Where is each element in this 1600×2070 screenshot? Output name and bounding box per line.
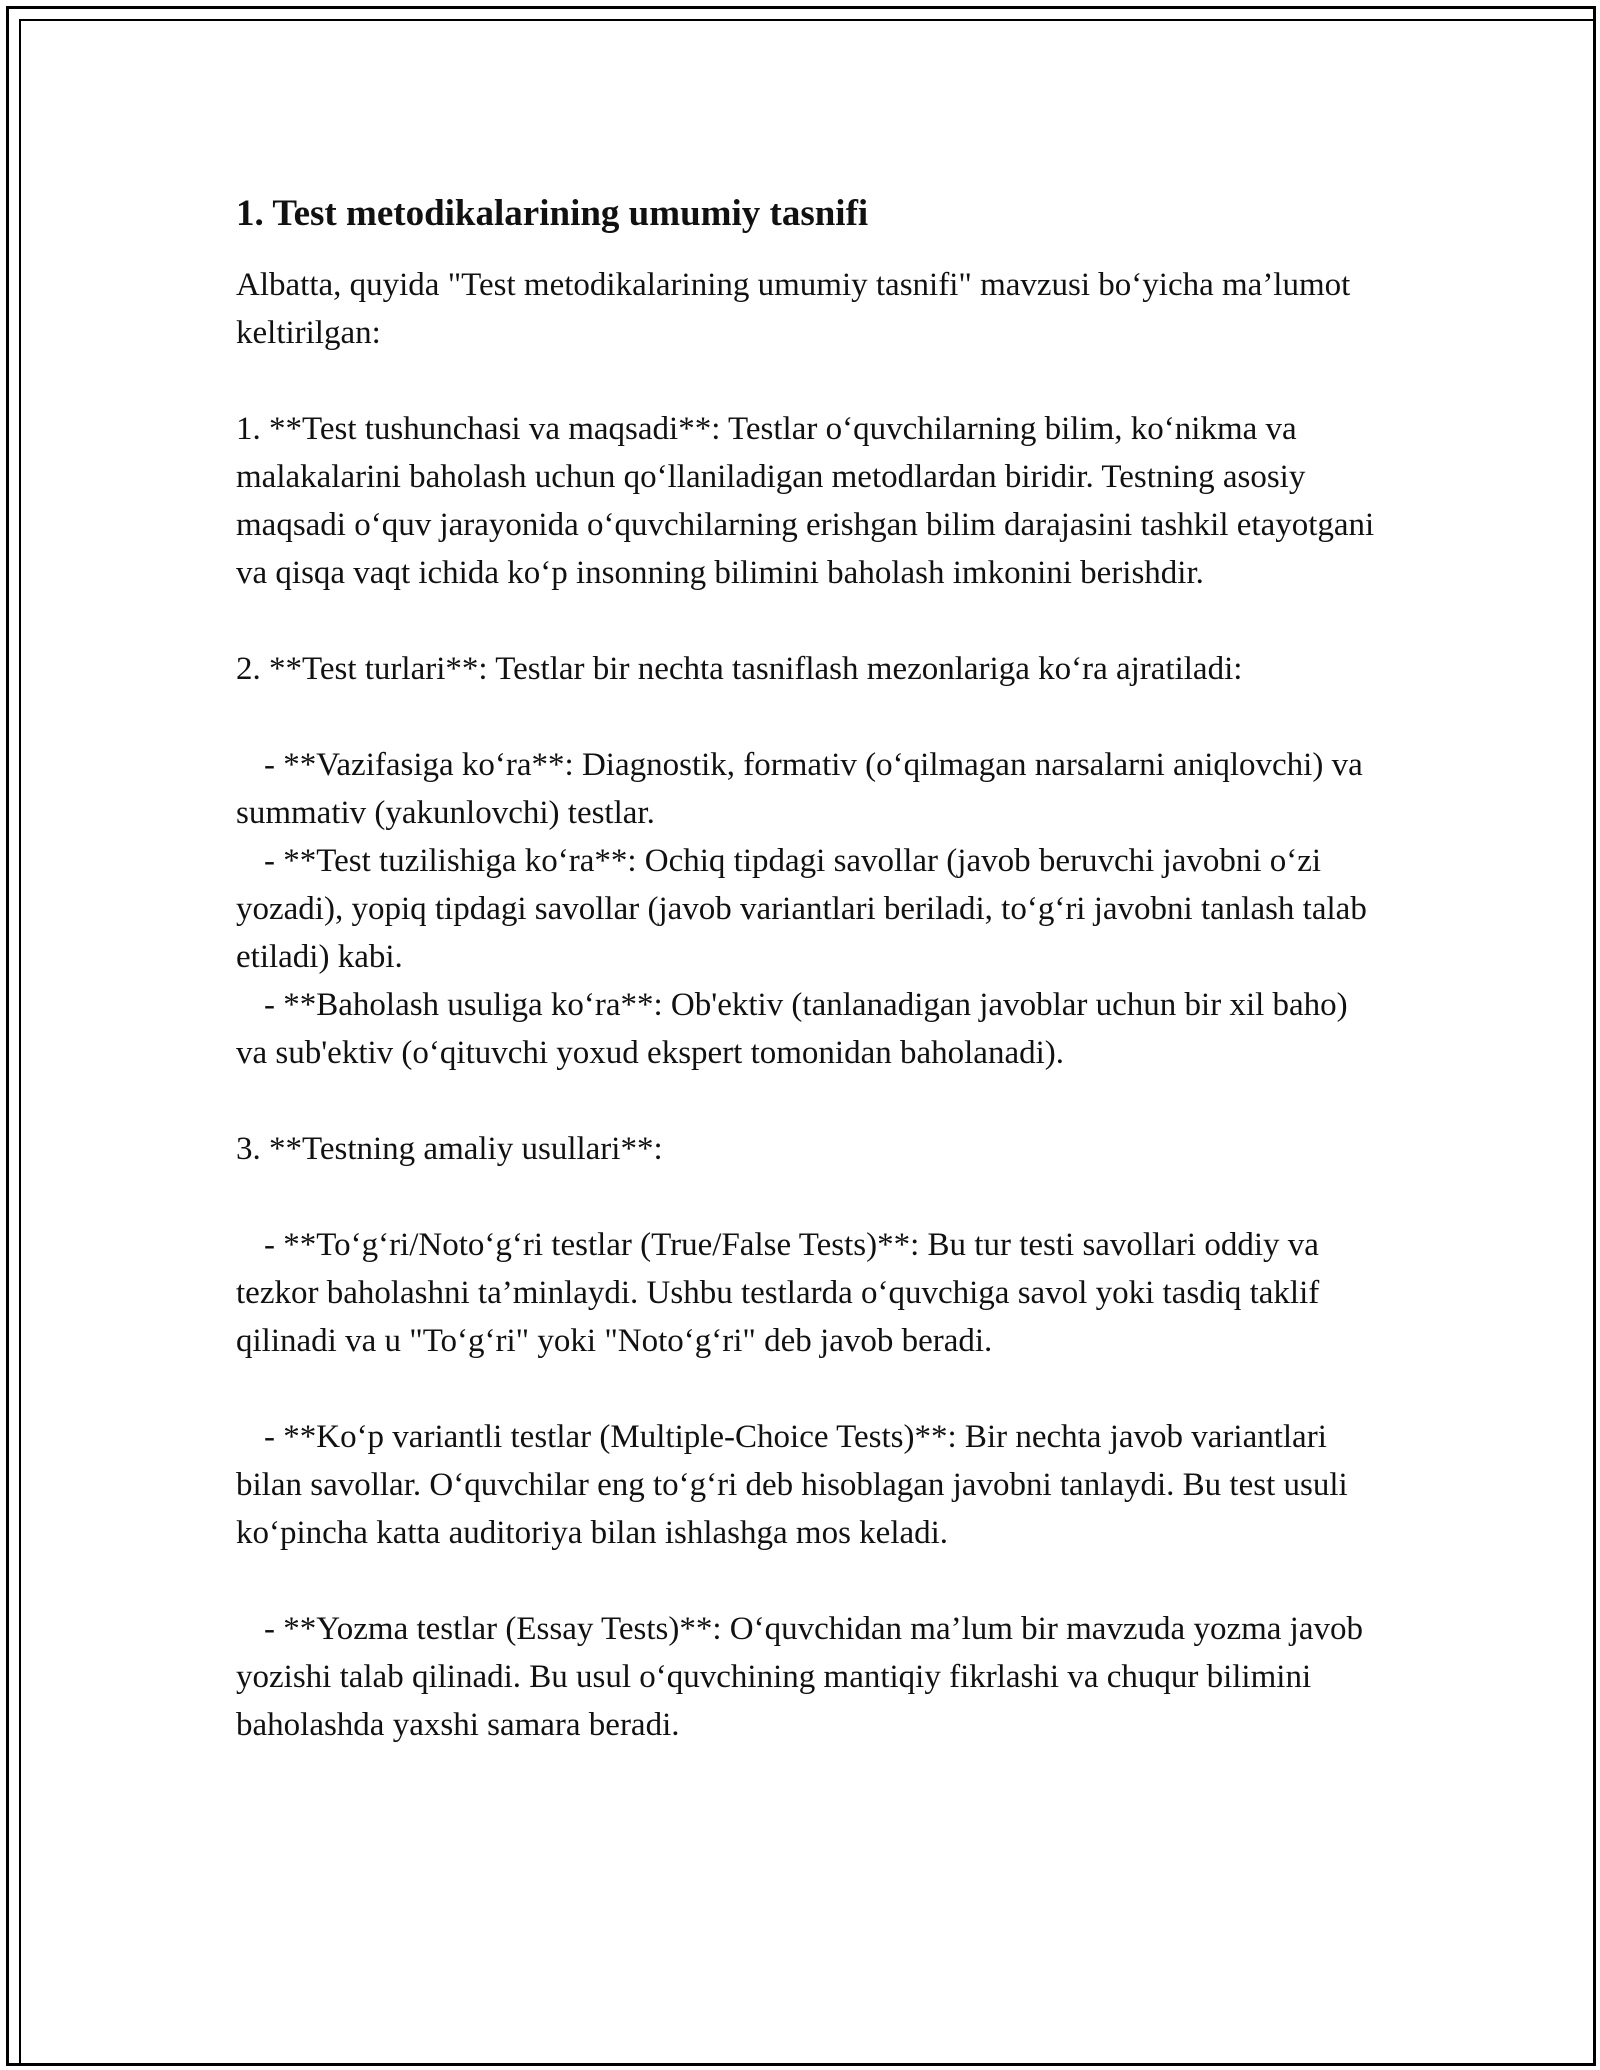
spacer bbox=[236, 1557, 1386, 1605]
section-2-heading: 2. **Test turlari**: Testlar bir nechta tasniflash mezonlariga ko‘ra ajratiladi: bbox=[236, 651, 1243, 687]
section-2-item-purpose bbox=[236, 741, 1386, 837]
spacer bbox=[236, 1077, 1386, 1125]
list-item-text: - **Yozma testlar (Essay Tests)**: O‘quvchidan ma’lum bir mavzuda yozma javob yozishi talab qilinadi. Bu usul o‘quvchining mantiqiy fikrlashi va chuqur bilimini baholashda yaxshi samara beradi. bbox=[236, 1611, 1372, 1743]
list-item-text: - **Test tuzilishiga ko‘ra**: Ochiq tipdagi savollar (javob beruvchi javobni o‘zi yozadi), yopiq tipdagi savollar (javob variantlari beriladi, to‘g‘ri javobni tanlash talab etiladi) kabi. bbox=[236, 843, 1376, 975]
intro-paragraph: Albatta, quyida "Test metodikalarining umumiy tasnifi" mavzusi bo‘yicha ma’lumot keltirilgan: bbox=[236, 267, 1359, 351]
spacer bbox=[236, 597, 1386, 645]
list-item-text: - **To‘g‘ri/Noto‘g‘ri testlar (True/False Tests)**: Bu tur testi savollari oddiy va tezkor baholashni ta’minlaydi. Ushbu testlarda o‘quvchiga savol yoki tasdiq taklif qilinadi va u "To‘g‘ri" yoki "Noto‘g‘ri" deb javob beradi. bbox=[236, 1227, 1328, 1359]
section-2-item-grading bbox=[236, 981, 1386, 1077]
list-item-text: - **Vazifasiga ko‘ra**: Diagnostik, formativ (o‘qilmagan narsalarni aniqlovchi) va summativ (yakunlovchi) testlar. bbox=[236, 747, 1371, 831]
spacer bbox=[236, 1365, 1386, 1413]
list-item-text: - **Ko‘p variantli testlar (Multiple-Choice Tests)**: Bir nechta javob variantlari bilan savollar. O‘quvchilar eng to‘g‘ri deb hisoblagan javobni tanlaydi. Bu test usuli ko‘pincha katta auditoriya bilan ishlashga mos keladi. bbox=[236, 1419, 1356, 1551]
spacer bbox=[236, 693, 1386, 741]
spacer bbox=[236, 1173, 1386, 1221]
spacer bbox=[236, 357, 1386, 405]
document-title: 1. Test metodikalarining umumiy tasnifi bbox=[236, 193, 869, 234]
section-3-item-true-false bbox=[236, 1221, 1386, 1365]
section-3-item-multiple-choice bbox=[236, 1413, 1386, 1557]
section-3-heading: 3. **Testning amaliy usullari**: bbox=[236, 1131, 663, 1167]
list-item-text: - **Baholash usuliga ko‘ra**: Ob'ektiv (tanlanadigan javoblar uchun bir xil baho) va sub'ektiv (o‘qituvchi yoxud ekspert tomonidan baholanadi). bbox=[236, 987, 1356, 1071]
document-page bbox=[236, 190, 1386, 1749]
section-1-paragraph: 1. **Test tushunchasi va maqsadi**: Testlar o‘quvchilarning bilim, ko‘nikma va malakalarini baholash uchun qo‘llaniladigan metodlardan biridir. Testning asosiy maqsadi o‘quv jarayonida o‘quvchilarning erishgan bilim darajasini tashkil etayotgani va qisqa vaqt ichida ko‘p insonning bilimini baholash imkonini berishdir. bbox=[236, 411, 1383, 591]
section-2-item-structure bbox=[236, 837, 1386, 981]
section-3-item-essay bbox=[236, 1605, 1386, 1749]
